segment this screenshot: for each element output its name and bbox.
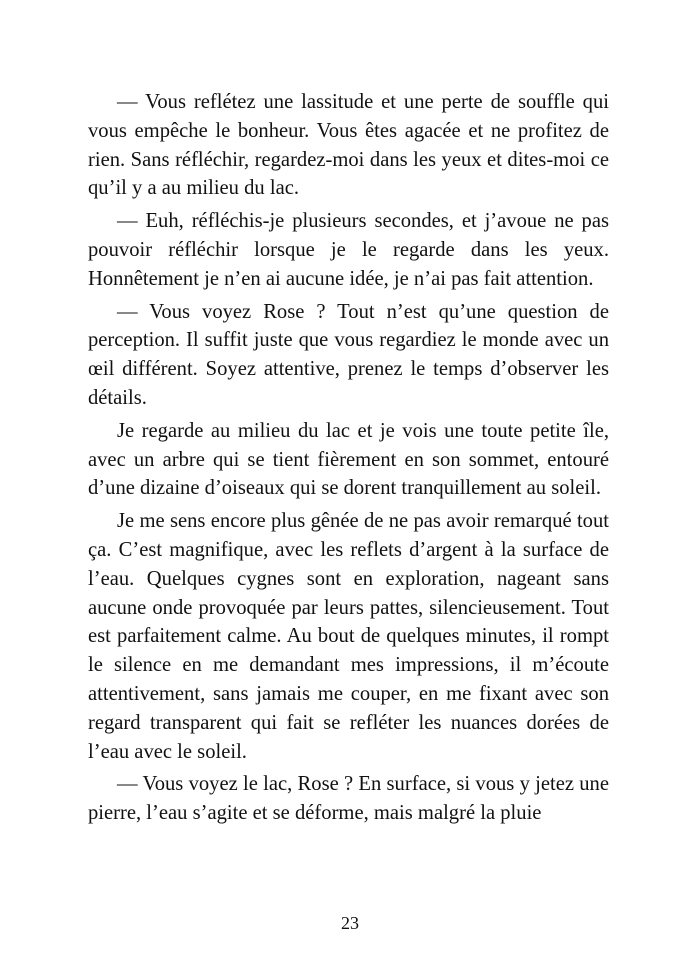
paragraph-4: Je regarde au milieu du lac et je vois une toute petite île, avec un arbre qui se tient fièrement en son sommet, entouré d’une dizaine d’oiseaux qui se dorent tranquillement au soleil.	[88, 419, 609, 500]
body-text	[88, 88, 609, 832]
page-number: 23	[341, 913, 359, 933]
paragraph-1: — Vous reflétez une lassitude et une perte de souffle qui vous empêche le bonheur. Vous êtes agacée et ne profitez de rien. Sans réfléchir, regardez-moi dans les yeux et dites-moi ce qu’il y a au milieu du lac.	[88, 91, 609, 200]
paragraph-2: — Euh, réfléchis-je plusieurs secondes, et j’avoue ne pas pouvoir réfléchir lorsque je le regarde dans les yeux. Honnêtement je n’en ai aucune idée, je n’ai pas fait attention.	[88, 210, 609, 290]
paragraph-6: — Vous voyez le lac, Rose ? En surface, si vous y jetez une pierre, l’eau s’agite et se déforme, mais malgré la pluie	[88, 773, 609, 825]
paragraph-5: Je me sens encore plus gênée de ne pas avoir remarqué tout ça. C’est magnifique, avec les reflets d’argent à la surface de l’eau. Quelques cygnes sont en exploration, nageant sans aucune onde provoquée par leurs pattes, silencieusement. Tout est parfaitement calme. Au bout de quelques minutes, il rompt le silence en me demandant mes impressions, il m’écoute attentivement, sans jamais me couper, en me fixant avec son regard transparent qui fait se refléter les nuances dorées de l’eau avec le soleil.	[88, 510, 609, 763]
paragraph-3: — Vous voyez Rose ? Tout n’est qu’une question de perception. Il suffit juste que vous regardiez le monde avec un œil différent. Soyez attentive, prenez le temps d’observer les détails.	[88, 300, 609, 409]
